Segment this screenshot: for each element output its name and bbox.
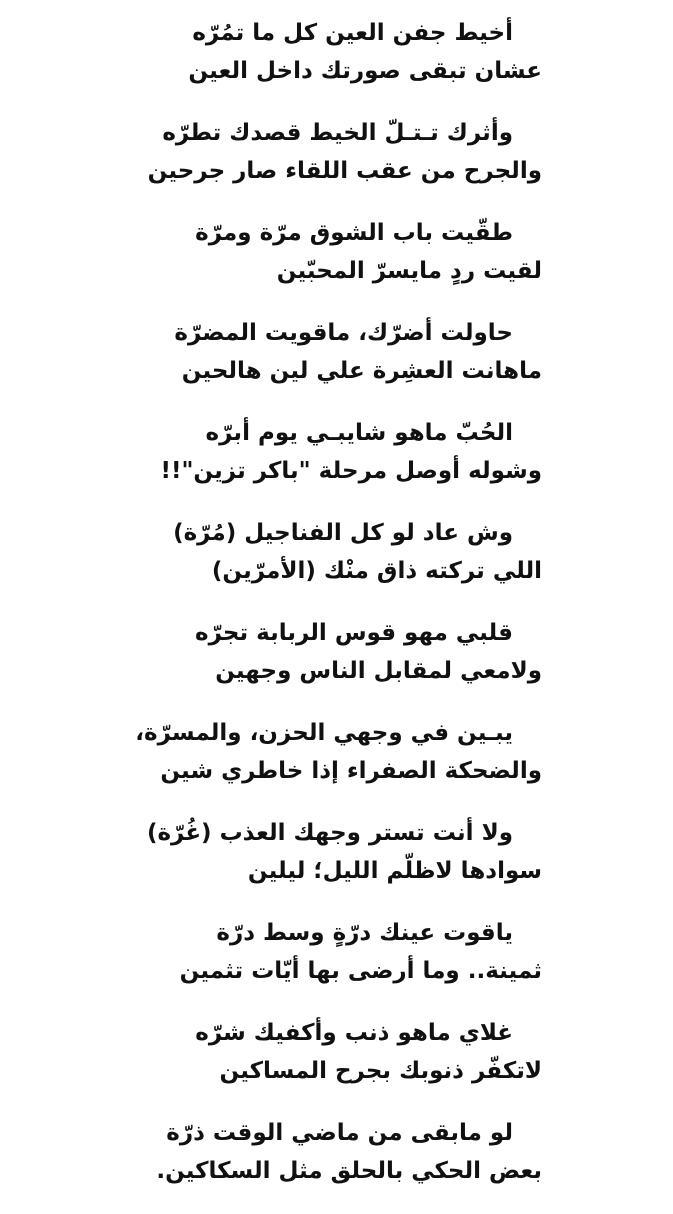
verse-line-first: ياقوت عينك درّةٍ وسط درّة xyxy=(216,920,513,946)
verse-line-first: حاولت أضرّك، ماقويت المضرّة xyxy=(174,320,513,346)
verse-line-second: اللي تركته ذاق منْك (الأمرّين) xyxy=(211,558,542,584)
stanza xyxy=(0,14,673,114)
stanza xyxy=(0,914,673,1014)
verse-line-second: سوادها لاظلّم الليل؛ ليلين xyxy=(247,858,542,884)
stanza xyxy=(0,414,673,514)
stanza xyxy=(0,214,673,314)
verse-line-second: بعض الحكي بالحلق مثل السكاكين. xyxy=(156,1158,542,1184)
verse-line-second: وشوله أوصل مرحلة "باكر تزين"!! xyxy=(160,458,542,484)
verse-line-second: ماهانت العشِرة علي لين هالحين xyxy=(181,358,542,384)
stanza xyxy=(0,1014,673,1114)
verse-line-second: ولامعي لمقابل الناس وجهين xyxy=(215,658,542,684)
verse-line-second: ثمينة.. وما أرضى بها أيّات تثمين xyxy=(179,958,542,984)
verse-line-first: طقّيت باب الشوق مرّة ومرّة xyxy=(195,220,513,246)
stanza xyxy=(0,1114,673,1214)
verse-line-first: ولا أنت تستر وجهك العذب (غُرّة) xyxy=(146,820,513,846)
verse-line-first: وأثرك تـتـلّ الخيط قصدك تطرّه xyxy=(162,120,513,146)
stanza xyxy=(0,114,673,214)
stanza xyxy=(0,314,673,414)
verse-line-second: لاتكفّر ذنوبك بجرح المساكين xyxy=(219,1058,542,1084)
stanza xyxy=(0,714,673,814)
verse-line-first: يبـين في وجهي الحزن، والمسرّة، xyxy=(135,720,513,746)
stanza xyxy=(0,614,673,714)
stanza xyxy=(0,514,673,614)
verse-line-second: والضحكة الصفراء إذا خاطري شين xyxy=(160,758,542,784)
verse-line-first: قلبي مهو قوس الربابة تجرّه xyxy=(195,620,513,646)
verse-line-first: الحُبّ ماهو شايبـي يوم أبرّه xyxy=(205,420,513,446)
verse-line-first: أخيط جفن العين كل ما تمُرّه xyxy=(192,20,513,46)
verse-line-first: لو مابقى من ماضي الوقت ذرّة xyxy=(166,1120,513,1146)
stanza xyxy=(0,814,673,914)
verse-line-first: غلاي ماهو ذنب وأكفيك شرّه xyxy=(195,1020,513,1046)
poem-text xyxy=(0,14,673,1214)
verse-line-first: وش عاد لو كل الفناجيل (مُرّة) xyxy=(173,520,513,546)
verse-line-second: عشان تبقى صورتك داخل العين xyxy=(188,58,542,84)
verse-line-second: لقيت ردٍ مايسرّ المحبّين xyxy=(276,258,542,284)
verse-line-second: والجرح من عقب اللقاء صار جرحين xyxy=(147,158,542,184)
